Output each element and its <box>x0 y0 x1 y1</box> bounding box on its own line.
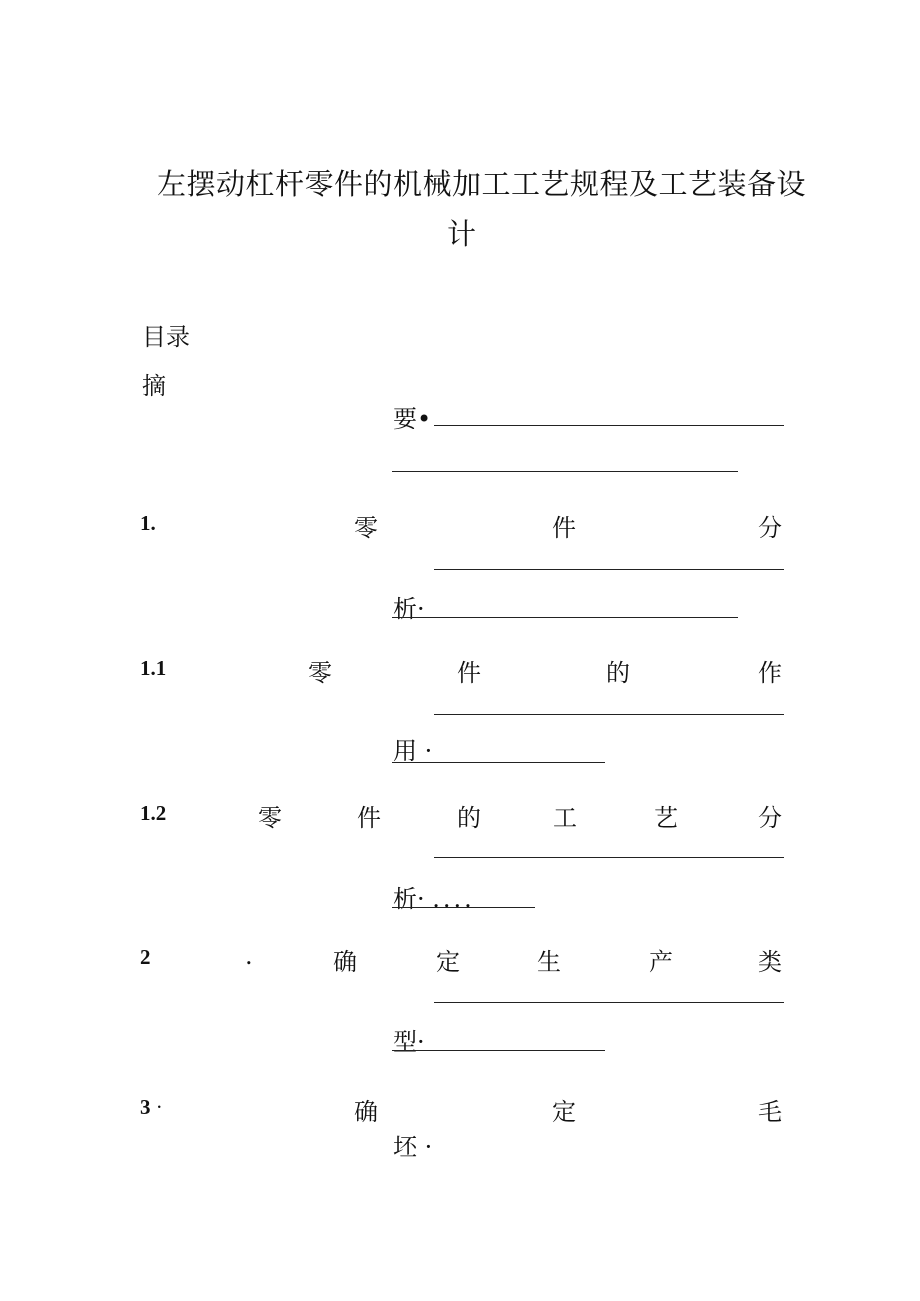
toc-abstract-leader: • <box>417 405 432 433</box>
toc-entry1-char: 分 <box>758 514 782 542</box>
toc-entry2-leader-line <box>434 1002 784 1003</box>
toc-entry2-tail-char: 型 <box>393 1028 417 1056</box>
toc-entry1-2-number: 1.2 <box>140 801 167 825</box>
toc-entry1-2-dots: .... <box>432 885 475 913</box>
toc-entry1-2-underline <box>392 907 535 908</box>
toc-entry3-char: 定 <box>552 1098 576 1126</box>
toc-entry2-char: 确 <box>333 948 357 976</box>
toc-entry2-char: 产 <box>649 948 673 976</box>
toc-entry2-char: 类 <box>758 948 782 976</box>
toc-heading: 目录 <box>142 323 190 351</box>
toc-entry1-2-char: 分 <box>758 804 782 832</box>
toc-entry1-1-tail-char: 用 <box>393 737 417 765</box>
toc-entry1-1-char: 件 <box>457 659 481 687</box>
toc-entry2-leader: · <box>417 1028 425 1056</box>
toc-abstract-label[interactable] <box>393 399 431 434</box>
toc-entry1-1-leader-line <box>434 714 784 715</box>
document-title-line2: 计 <box>447 217 477 251</box>
toc-entry1-tail-char: 析 <box>393 595 417 623</box>
toc-entry1-2-char: 零 <box>258 804 282 832</box>
toc-entry3-number <box>140 1095 163 1120</box>
toc-entry1-2-tail-char: 析 <box>393 885 417 913</box>
toc-entry1-2-tail[interactable] <box>393 879 475 914</box>
toc-entry1-2-char: 件 <box>357 804 381 832</box>
toc-entry1-2-leader-line <box>434 857 784 858</box>
toc-entry2-char: 生 <box>537 948 561 976</box>
toc-entry1-1-char: 作 <box>758 659 782 687</box>
toc-entry1-2-char: 的 <box>457 804 481 832</box>
toc-abstract-first-char: 摘 <box>142 372 166 400</box>
toc-entry1-leader: · <box>417 595 425 623</box>
toc-entry1-2-char: 艺 <box>654 804 678 832</box>
toc-entry2-underline <box>392 1050 605 1051</box>
toc-entry3-number-text: 3 <box>140 1095 151 1119</box>
toc-entry1-2-char: 工 <box>553 804 577 832</box>
toc-entry3-char: 毛 <box>758 1098 782 1126</box>
toc-entry2-tail[interactable] <box>393 1022 425 1057</box>
toc-entry1-number: 1. <box>140 511 156 535</box>
toc-entry3-tail[interactable] <box>393 1127 432 1162</box>
toc-entry2-dot: . <box>245 942 253 970</box>
toc-entry3-tail-char: 坯 <box>393 1133 417 1161</box>
toc-entry1-tail[interactable] <box>393 589 425 624</box>
toc-abstract-leader-line <box>434 425 784 426</box>
toc-entry1-char: 件 <box>552 514 576 542</box>
toc-entry2-char: 定 <box>436 948 460 976</box>
toc-entry1-1-number: 1.1 <box>140 656 167 680</box>
document-title-line1: 左摆动杠杆零件的机械加工工艺规程及工艺装备设 <box>157 167 807 201</box>
toc-entry1-1-tail[interactable] <box>393 731 432 766</box>
toc-abstract-underline <box>392 471 738 472</box>
toc-entry3-number-leader: · <box>155 1095 163 1119</box>
toc-entry3-leader: · <box>424 1133 433 1161</box>
toc-entry1-1-leader: · <box>424 737 433 765</box>
toc-entry3-char: 确 <box>354 1098 378 1126</box>
toc-entry1-char: 零 <box>354 514 378 542</box>
toc-entry1-1-char: 零 <box>308 659 332 687</box>
toc-entry1-1-char: 的 <box>606 659 630 687</box>
toc-entry2-number: 2 <box>140 945 151 969</box>
toc-entry1-2-leader: · <box>417 885 425 913</box>
toc-abstract-second-char: 要 <box>393 405 417 433</box>
toc-entry1-1-underline <box>392 762 605 763</box>
toc-entry1-underline <box>392 617 738 618</box>
toc-entry1-leader-line <box>434 569 784 570</box>
